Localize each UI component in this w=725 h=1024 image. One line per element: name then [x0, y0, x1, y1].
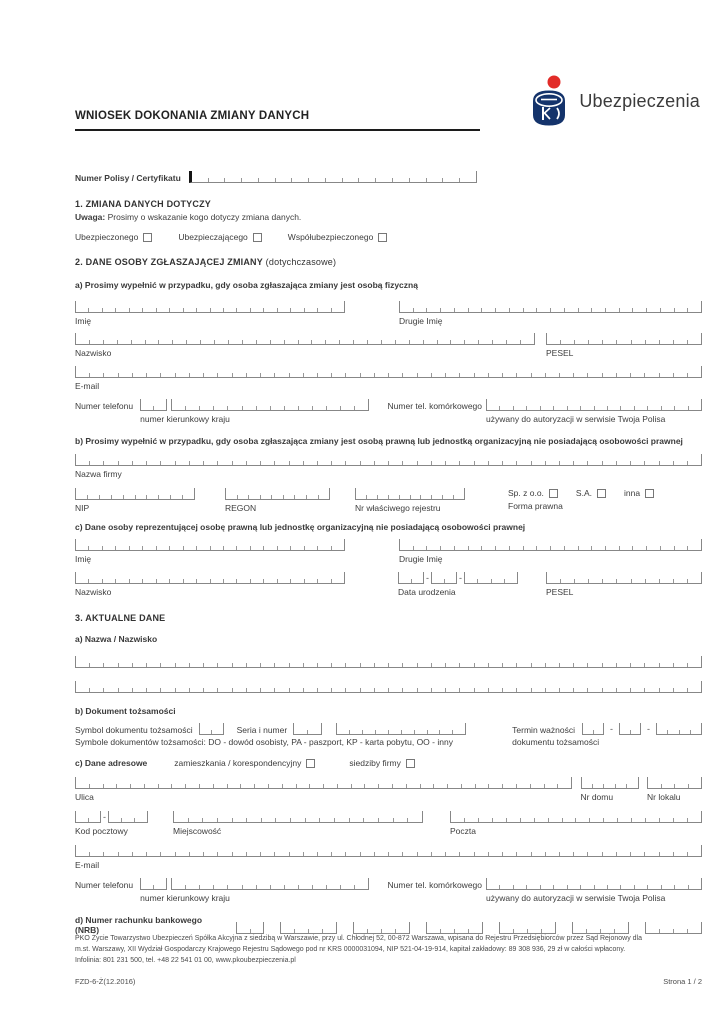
id-number-input[interactable] — [336, 723, 466, 735]
phone-new-input[interactable] — [171, 878, 369, 890]
section1-title: 1. ZMIANA DANYCH DOTYCZY — [75, 199, 211, 209]
id-symbol-label: Symbol dokumentu tożsamości — [75, 725, 193, 735]
birth-year-input[interactable] — [464, 572, 518, 584]
phone-input[interactable] — [171, 399, 369, 411]
field-label: Nazwa firmy — [75, 469, 122, 479]
row-surname-pesel — [75, 333, 702, 358]
checkbox-inna[interactable] — [624, 488, 654, 498]
birth-day-input[interactable] — [398, 572, 424, 584]
field-label: Nr domu — [580, 792, 614, 802]
field-nr-lokalu — [647, 777, 702, 802]
field-label: Data urodzenia — [398, 587, 456, 597]
id-symbol-input[interactable] — [199, 723, 224, 735]
row-company-ids — [75, 488, 702, 513]
field-nip — [75, 488, 195, 513]
new-name-input-1[interactable] — [75, 656, 702, 668]
section2c-title: c) Dane osoby reprezentującej osobę prawną lub jednostkę organizacyjną nie posiadającą osobowości prawnej — [75, 522, 526, 532]
policy-number-label: Numer Polisy / Certyfikatu — [75, 173, 181, 183]
field-label: Imię — [75, 554, 92, 564]
checkbox-label: zamieszkania / korespondencyjny — [174, 758, 302, 768]
expiry-month-input[interactable] — [619, 723, 641, 735]
field-email-new — [75, 845, 702, 870]
row-street — [75, 777, 702, 802]
country-code-input[interactable] — [140, 399, 167, 411]
section3c-title: c) Dane adresowe — [75, 758, 148, 768]
checkbox-sp-z-oo[interactable] — [508, 488, 558, 498]
field-label: Drugie Imię — [399, 554, 443, 564]
policy-number-row — [75, 171, 702, 183]
field-label: NIP — [75, 503, 90, 513]
field-nr-domu — [581, 777, 639, 802]
mobile-label: Numer tel. komórkowego — [387, 401, 482, 411]
field-label: Nazwisko — [75, 587, 112, 597]
dash-separator: - — [459, 573, 462, 583]
row-phones-new — [75, 878, 702, 903]
section3a-title: a) Nazwa / Nazwisko — [75, 634, 158, 644]
new-name-input-2[interactable] — [75, 681, 702, 693]
id-document-right — [512, 723, 702, 747]
field-label: Nr lokalu — [647, 792, 681, 802]
page-indicator: Strona 1 / 2 — [663, 976, 702, 986]
id-document-left — [75, 723, 466, 747]
country-code-new-input[interactable] — [140, 878, 167, 890]
field-phone — [140, 399, 369, 424]
field-label: Miejscowość — [173, 826, 222, 836]
drugie-imie-input[interactable] — [399, 301, 702, 313]
field-drugie-imie — [399, 301, 702, 326]
pesel-rep-input[interactable] — [546, 572, 702, 584]
checkbox-label: Ubezpieczonego — [75, 232, 139, 242]
id-symbols-legend: Symbole dokumentów tożsamości: DO - dowód osobisty, PA - paszport, KP - karta pobytu, OO - inny — [75, 737, 453, 747]
section2-title-text: 2. DANE OSOBY ZGŁASZAJĄCEJ ZMIANY — [75, 257, 263, 267]
miejscowosc-input[interactable] — [173, 811, 423, 823]
section2a-title: a) Prosimy wypełnić w przypadku, gdy osoba zgłaszająca zmiany jest osobą fizyczną — [75, 280, 418, 290]
checkbox-icon[interactable] — [253, 233, 262, 242]
field-regon — [225, 488, 330, 513]
field-poczta — [450, 811, 702, 836]
pko-logo-icon — [528, 74, 570, 128]
ulica-input[interactable] — [75, 777, 572, 789]
field-miejscowosc — [173, 811, 423, 836]
field-label: Ulica — [75, 792, 94, 802]
field-sublabel: numer kierunkowy kraju — [140, 414, 230, 424]
field-label: Kod pocztowy — [75, 826, 128, 836]
field-pesel-rep — [546, 572, 702, 597]
section3-title: 3. AKTUALNE DANE — [75, 613, 166, 623]
row-id-document — [75, 723, 702, 747]
checkbox-label: inna — [623, 488, 641, 498]
field-imie-rep — [75, 539, 345, 564]
row-city — [75, 811, 702, 836]
expiry-year-input[interactable] — [656, 723, 702, 735]
field-email — [75, 366, 702, 391]
id-seria-input[interactable] — [293, 723, 322, 735]
field-mobile — [486, 399, 702, 424]
field-label: Poczta — [450, 826, 476, 836]
dash-separator: - — [426, 573, 429, 583]
kod-input-2[interactable] — [108, 811, 148, 823]
header — [75, 74, 702, 131]
field-mobile-new — [486, 878, 702, 903]
nr-rejestru-input[interactable] — [355, 488, 465, 500]
footer — [75, 933, 702, 986]
checkbox-label: siedziby firmy — [349, 758, 401, 768]
checkbox-icon[interactable] — [143, 233, 152, 242]
section3d-title: d) Numer rachunku bankowego (NRB) — [75, 915, 203, 935]
pko-logo — [528, 74, 700, 128]
row-rep-name — [75, 539, 702, 564]
nazwisko-rep-input[interactable] — [75, 572, 345, 584]
section3b-title: b) Dokument tożsamości — [75, 706, 176, 716]
field-sublabel: numer kierunkowy kraju — [140, 893, 230, 903]
dash-separator: - — [103, 812, 106, 822]
field-drugie-imie-rep — [399, 539, 702, 564]
kod-input-1[interactable] — [75, 811, 101, 823]
checkbox-wspolubezpieczonego[interactable] — [288, 232, 388, 242]
field-imie — [75, 301, 345, 326]
section1-note — [75, 212, 702, 222]
nr-domu-input[interactable] — [581, 777, 639, 789]
nazwa-firmy-input[interactable] — [75, 454, 702, 466]
field-nazwisko — [75, 333, 535, 358]
poczta-input[interactable] — [450, 811, 702, 823]
row-phones — [75, 399, 702, 424]
checkbox-icon[interactable] — [645, 489, 654, 498]
drugie-imie-rep-input[interactable] — [399, 539, 702, 551]
phone-label: Numer telefonu — [75, 880, 134, 890]
field-label: Imię — [75, 316, 92, 326]
regon-input[interactable] — [225, 488, 330, 500]
brand-name: Ubezpieczenia — [579, 90, 700, 111]
nip-input[interactable] — [75, 488, 195, 500]
footer-legal-line3: Infolinia: 801 231 500, tel. +48 22 541 01 00, www.pkoubezpieczenia.pl — [75, 957, 296, 965]
field-sublabel: używany do autoryzacji w serwisie Twoja Polisa — [486, 893, 666, 903]
field-label: PESEL — [546, 587, 574, 597]
field-label: Forma prawna — [508, 501, 563, 511]
field-nr-rejestru — [355, 488, 465, 513]
checkbox-icon[interactable] — [597, 489, 606, 498]
subject-checkbox-row — [75, 232, 702, 242]
id-seria-label: Seria i numer — [236, 725, 288, 735]
checkbox-label: Sp. z o.o. — [508, 488, 544, 498]
policy-number-field[interactable] — [189, 171, 477, 183]
field-label: Nr właściwego rejestru — [355, 503, 441, 513]
row-rep-surname — [75, 572, 702, 597]
page-title: WNIOSEK DOKONANIA ZMIANY DANYCH — [75, 110, 310, 122]
field-ulica — [75, 777, 572, 802]
field-label: E-mail — [75, 381, 100, 391]
footer-legal-line2: m.st. Warszawy, XII Wydział Gospodarczy Krajowego Rejestru Sądowego pod nr KRS 0000031094, NIP 521-04-19-914, kapitał zakładowy: 89 308 936, 29 zł w całości wpłacony. — [75, 946, 626, 954]
footer-legal-line1: PKO Życie Towarzystwo Ubezpieczeń Spółka Akcyjna z siedzibą w Warszawie, przy ul. Chłodnej 52, 00-872 Warszawa, wpisana do Rejestru Przedsiębiorców przez Sąd Rejonowy dla — [75, 935, 642, 942]
checkbox-zamieszkania[interactable] — [174, 758, 315, 768]
row-address-type — [75, 758, 702, 768]
id-expiry-sublabel: dokumentu tożsamości — [512, 737, 600, 747]
email-new-input[interactable] — [75, 845, 702, 857]
field-kod-pocztowy — [75, 811, 148, 836]
phone-label: Numer telefonu — [75, 401, 134, 411]
note-text: Prosimy o wskazanie kogo dotyczy zmiana danych. — [105, 212, 302, 222]
section2b-title: b) Prosimy wypełnić w przypadku, gdy osoba zgłaszająca zmiany jest osobą prawną lub jednostką organizacyjną nie posiadającą osobowości prawnej — [75, 436, 683, 446]
note-uwaga: Uwaga: — [75, 212, 106, 222]
imie-input[interactable] — [75, 301, 345, 313]
nr-lokalu-input[interactable] — [647, 777, 702, 789]
title-underline — [75, 106, 480, 131]
checkbox-siedziby-firmy[interactable] — [349, 758, 414, 768]
expiry-day-input[interactable] — [582, 723, 604, 735]
checkbox-icon[interactable] — [549, 489, 558, 498]
field-label: E-mail — [75, 860, 100, 870]
checkbox-ubezpieczonego[interactable] — [75, 232, 152, 242]
dash-separator: - — [647, 724, 650, 734]
id-expiry-label: Termin ważności — [512, 725, 575, 735]
checkbox-label: Ubezpieczającego — [178, 232, 248, 242]
mobile-input[interactable] — [486, 399, 702, 411]
checkbox-icon[interactable] — [306, 759, 315, 768]
mobile-label: Numer tel. komórkowego — [387, 880, 482, 890]
checkbox-icon[interactable] — [406, 759, 415, 768]
imie-rep-input[interactable] — [75, 539, 345, 551]
field-nazwisko-rep — [75, 572, 345, 597]
field-label: Nazwisko — [75, 348, 112, 358]
form-code: FZD-6-Ż(12.2016) — [75, 976, 136, 986]
birth-month-input[interactable] — [431, 572, 457, 584]
nazwisko-input[interactable] — [75, 333, 535, 345]
field-forma-prawna — [508, 488, 654, 513]
row-nrb — [75, 915, 702, 934]
checkbox-icon[interactable] — [378, 233, 387, 242]
checkbox-ubezpieczajacego[interactable] — [178, 232, 261, 242]
pesel-input[interactable] — [546, 333, 702, 345]
field-label: PESEL — [546, 348, 574, 358]
dash-separator: - — [610, 724, 613, 734]
checkbox-sa[interactable] — [576, 488, 606, 498]
mobile-new-input[interactable] — [486, 878, 702, 890]
field-nazwa-firmy — [75, 454, 702, 479]
email-input[interactable] — [75, 366, 702, 378]
field-label: REGON — [225, 503, 257, 513]
field-pesel — [546, 333, 702, 358]
section2-title-note: (dotychczasowe) — [262, 257, 337, 267]
checkbox-label: Współubezpieczonego — [287, 232, 374, 242]
field-sublabel: używany do autoryzacji w serwisie Twoja Polisa — [486, 414, 666, 424]
section2-title — [75, 257, 702, 267]
field-data-urodzenia — [398, 572, 518, 597]
field-label: Drugie Imię — [399, 316, 443, 326]
row-name-current — [75, 301, 702, 326]
field-phone-new — [140, 878, 369, 903]
checkbox-label: S.A. — [575, 488, 592, 498]
